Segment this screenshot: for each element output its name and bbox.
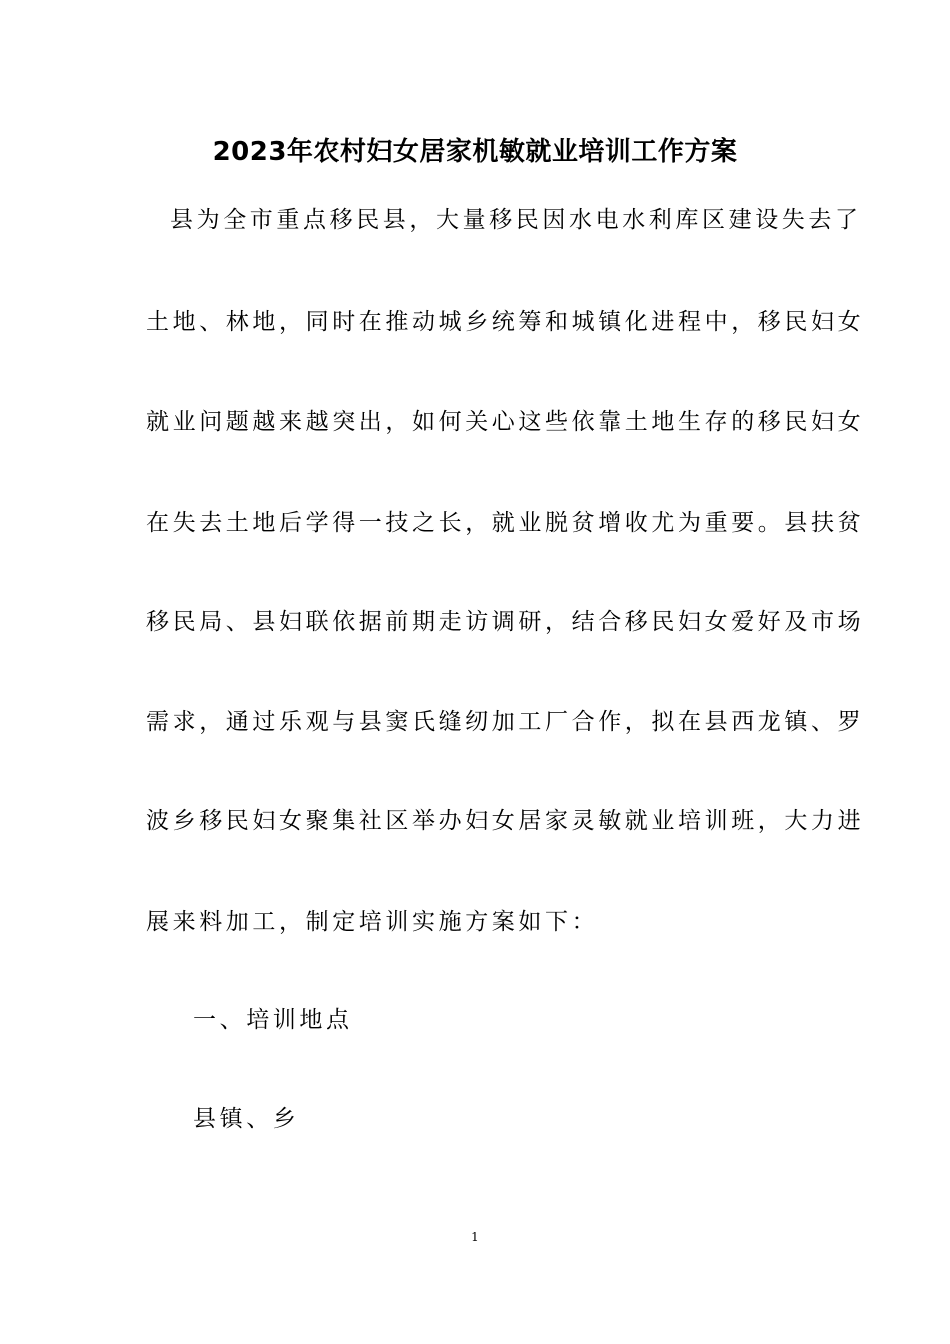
paragraph-line: 就业问题越来越突出，如何关心这些依靠土地生存的移民妇女 (146, 409, 865, 435)
paragraph-line: 县为全市重点移民县，大量移民因水电水利库区建设失去了 (170, 207, 862, 233)
section-heading: 一、培训地点 (193, 1007, 353, 1033)
paragraph-line: 土地、林地，同时在推动城乡统筹和城镇化进程中，移民妇女 (146, 309, 865, 335)
document-title: 2023年农村妇女居家机敏就业培训工作方案 (212, 137, 738, 167)
page-number: 1 (471, 1230, 479, 1244)
paragraph-line: 在失去土地后学得一技之长，就业脱贫增收尤为重要。县扶贫 (146, 510, 865, 536)
paragraph-line: 波乡移民妇女聚集社区举办妇女居家灵敏就业培训班，大力进 (146, 808, 865, 834)
paragraph-line: 展来料加工，制定培训实施方案如下： (146, 909, 599, 935)
paragraph-line: 需求，通过乐观与县窦氏缝纫加工厂合作，拟在县西龙镇、罗 (146, 709, 865, 735)
section-body: 县镇、乡 (193, 1106, 300, 1132)
paragraph-line: 移民局、县妇联依据前期走访调研，结合移民妇女爱好及市场 (146, 609, 865, 635)
